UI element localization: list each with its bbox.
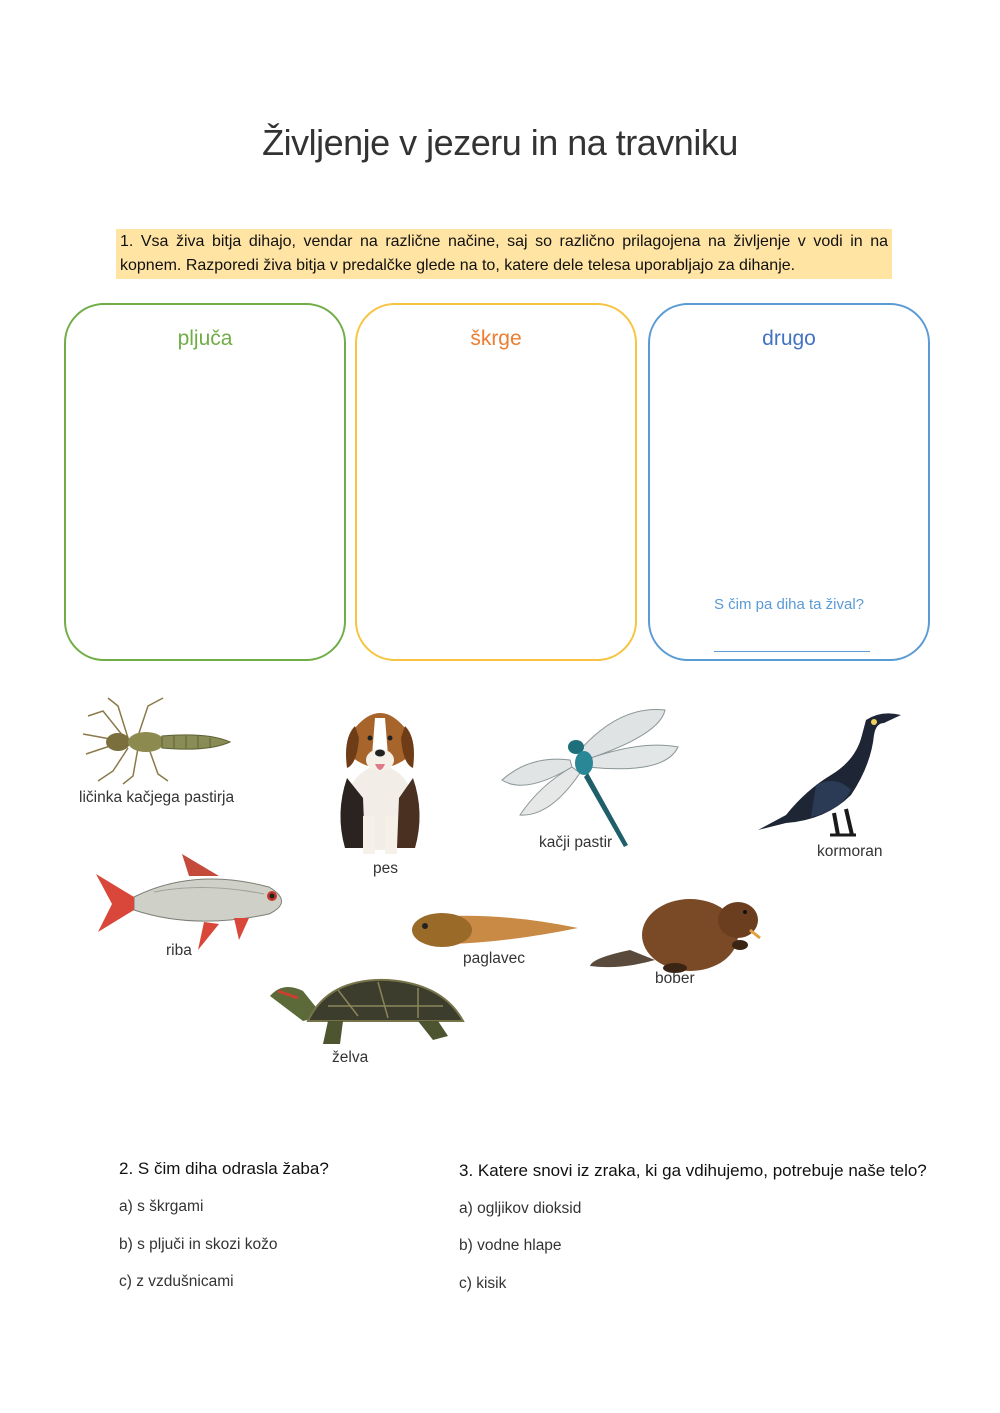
page-title: Življenje v jezeru in na travniku [262, 122, 738, 163]
question-2: 2. S čim diha odrasla žaba? [119, 1159, 329, 1178]
dragonfly-image[interactable] [500, 705, 680, 855]
q3-option-b[interactable]: b) vodne hlape [459, 1237, 562, 1254]
question-3: 3. Katere snovi iz zraka, ki ga vdihujemo, potrebuje naše telo? [459, 1161, 927, 1180]
dragonfly-larva-image[interactable] [78, 696, 238, 786]
tadpole-image[interactable] [410, 906, 580, 952]
cormorant-image[interactable] [756, 705, 906, 840]
box-heading-gills: škrge [470, 327, 522, 350]
answer-line[interactable] [714, 651, 870, 652]
label-tadpole: paglavec [463, 950, 526, 967]
q2-option-c[interactable]: c) z vzdušnicami [119, 1273, 234, 1290]
q3-option-a[interactable]: a) ogljikov dioksid [459, 1200, 582, 1217]
box-heading-other: drugo [762, 327, 816, 350]
other-question: S čim pa diha ta žival? [713, 596, 865, 613]
label-dragonfly: kačji pastir [539, 834, 613, 851]
turtle-image[interactable] [268, 976, 468, 1051]
label-dog: pes [373, 860, 398, 877]
label-cormorant: kormoran [817, 843, 883, 860]
q3-option-c[interactable]: c) kisik [459, 1275, 507, 1292]
beaver-image[interactable] [590, 890, 770, 975]
drop-box-other[interactable] [648, 303, 930, 661]
box-heading-lungs: pljuča [177, 327, 233, 350]
label-turtle: želva [332, 1049, 369, 1066]
label-larva: ličinka kačjega pastirja [79, 789, 235, 806]
task-1-instructions: 1. Vsa živa bitja dihajo, vendar na različne načine, saj so različno prilagojena na življenje v vodi in na kopnem. Razporedi živa bitja v predalčke glede na to, katere dele telesa uporabljajo za dihanje. [116, 229, 892, 279]
label-beaver: bober [655, 970, 695, 987]
label-fish: riba [166, 942, 192, 959]
q2-option-b[interactable]: b) s pljuči in skozi kožo [119, 1236, 278, 1253]
q2-option-a[interactable]: a) s škrgami [119, 1198, 204, 1215]
fish-image[interactable] [94, 852, 294, 952]
drop-box-gills[interactable] [355, 303, 637, 661]
dog-image[interactable] [325, 698, 435, 858]
drop-box-lungs[interactable] [64, 303, 346, 661]
